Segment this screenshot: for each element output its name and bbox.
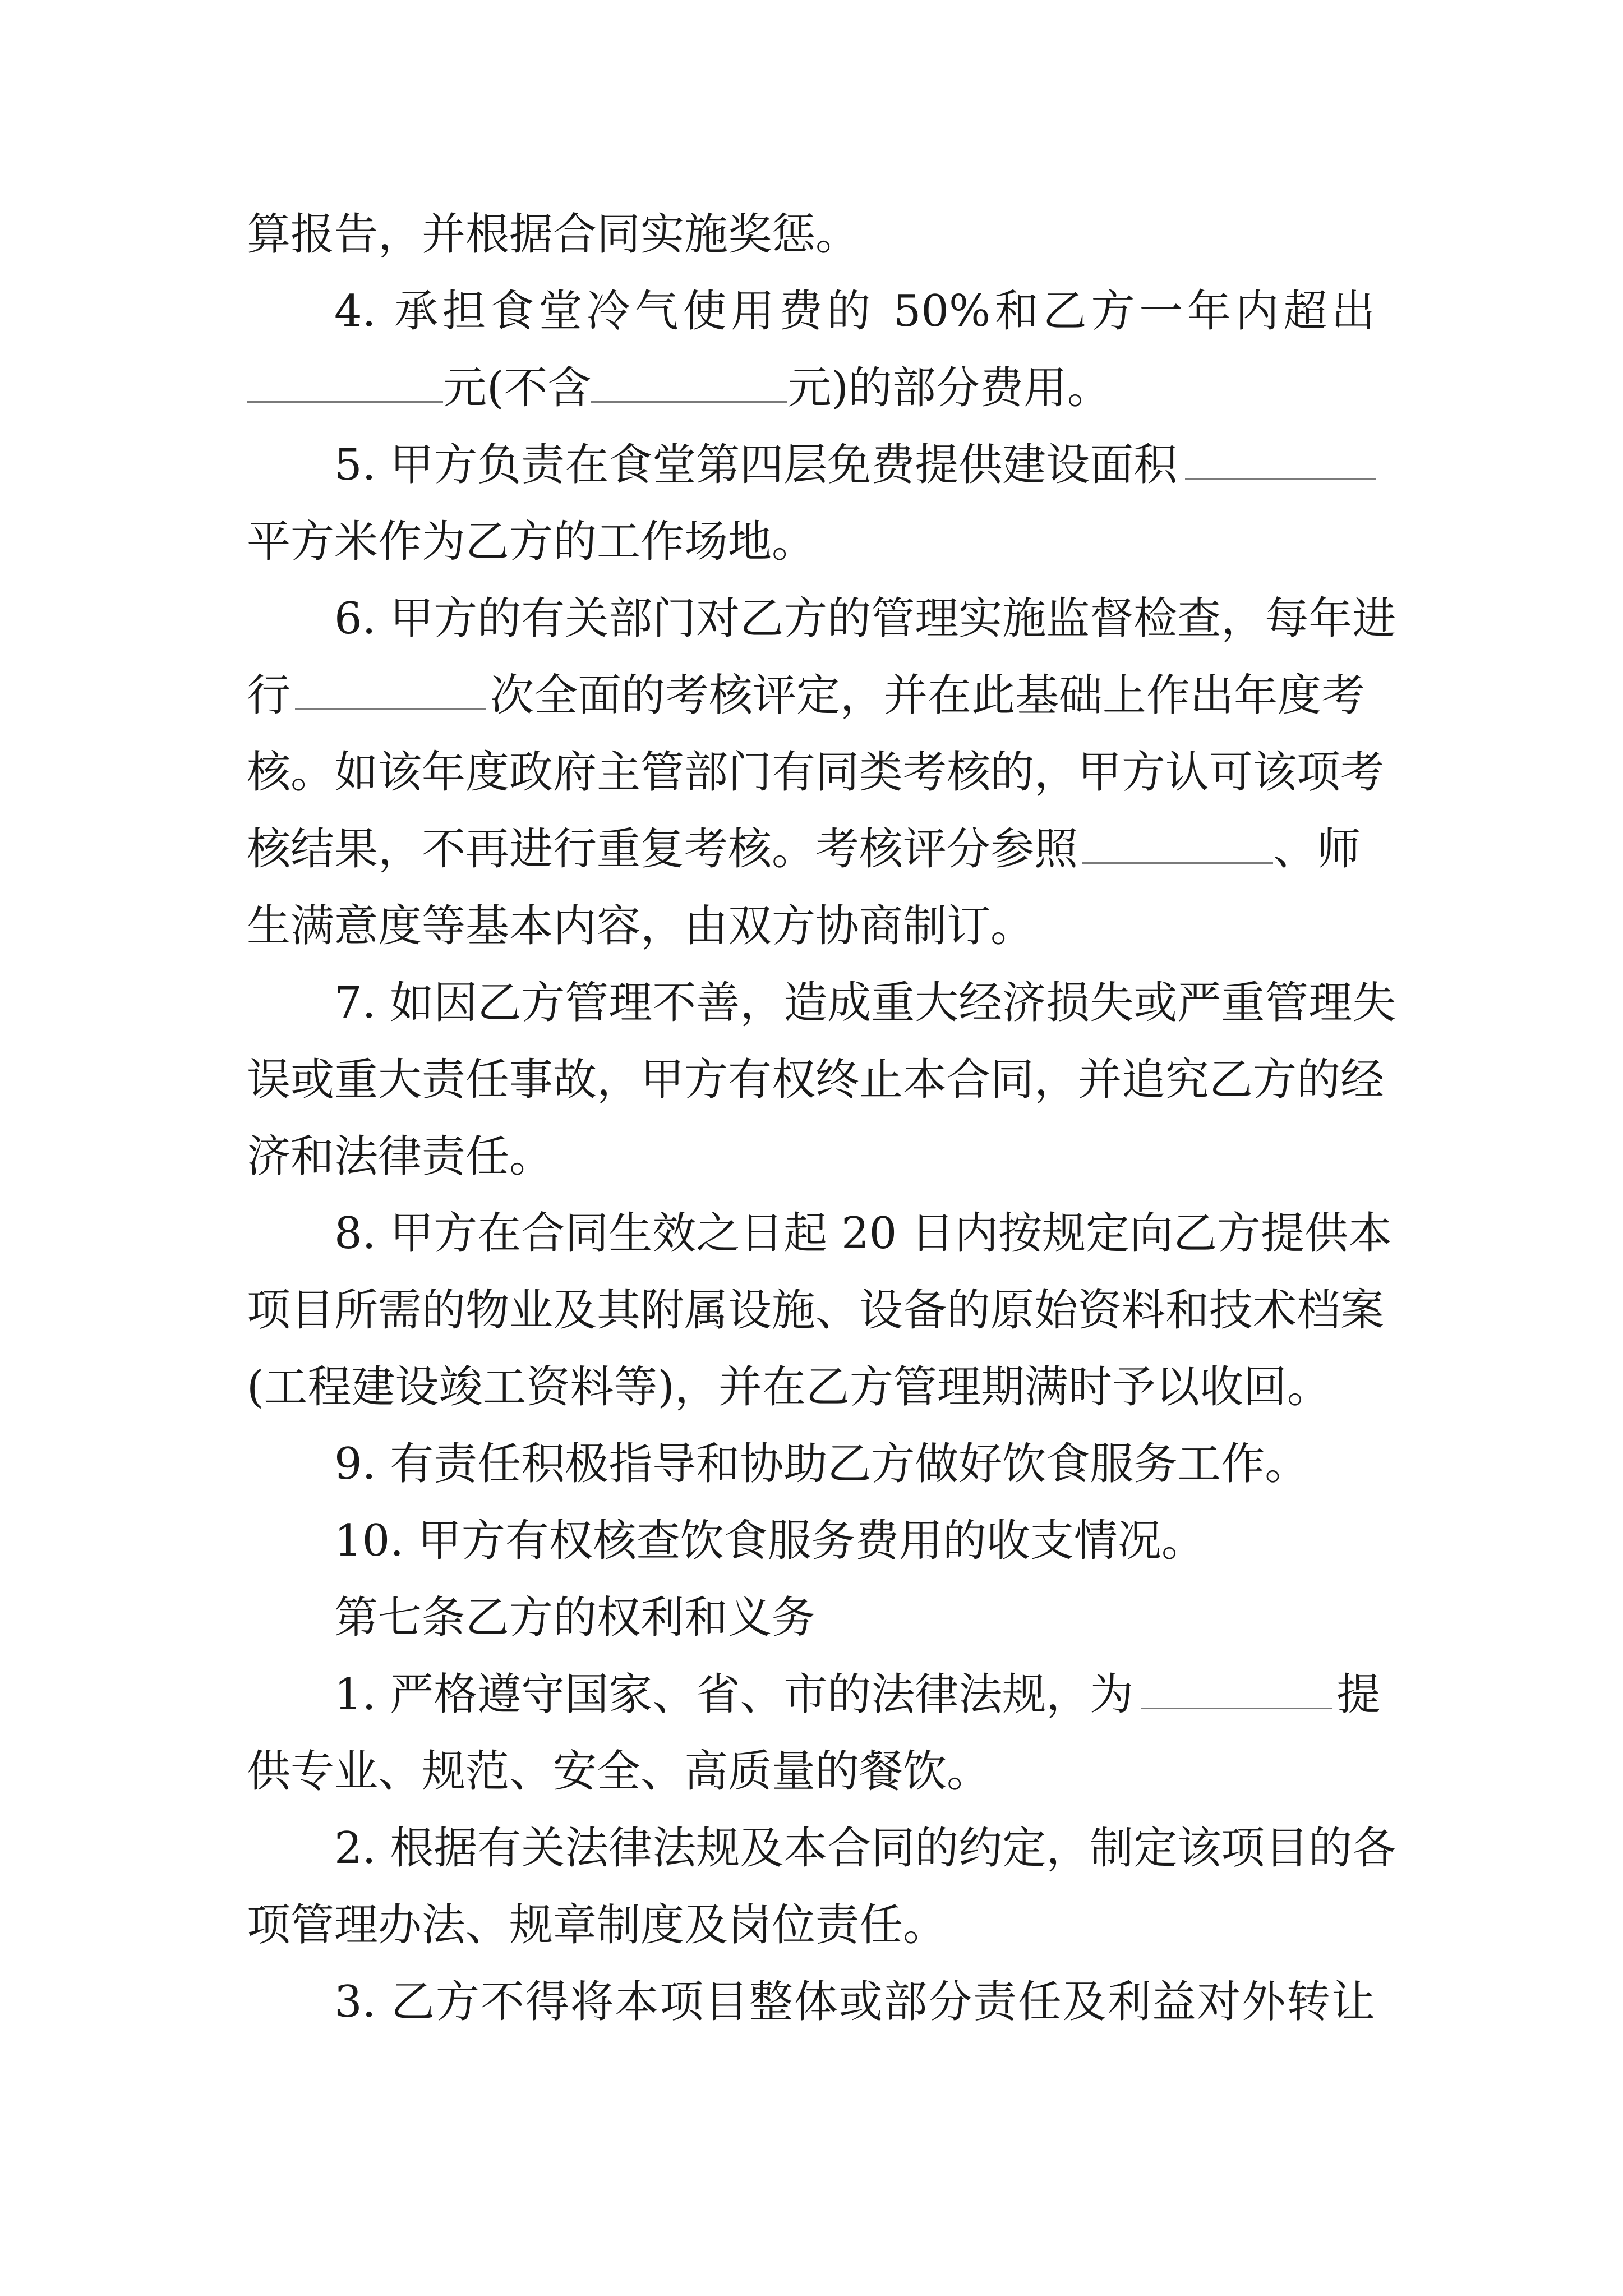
text-line: 误或重大责任事故，甲方有权终止本合同，并追究乙方的经 xyxy=(247,1055,1385,1105)
text-line: 7. 如因乙方管理不善，造成重大经济损失或严重管理失 xyxy=(334,978,1396,1028)
fill-in-blank xyxy=(1185,442,1376,480)
text-line: 项目所需的物业及其附属设施、设备的原始资料和技术档案 xyxy=(247,1285,1385,1336)
section-heading: 第七条乙方的权利和义务 xyxy=(334,1593,816,1643)
text-line: 生满意度等基本内容，由双方协商制订。 xyxy=(247,901,1035,951)
fill-in-blank xyxy=(1141,1672,1332,1709)
text-line: 行 次全面的考核评定，并在此基础上作出年度考 xyxy=(247,670,1366,721)
text-line: 4. 承担食堂冷气使用费的 50%和乙方一年内超出 xyxy=(334,286,1375,337)
fill-in-blank xyxy=(591,365,787,403)
text-line: (工程建设竣工资料等)，并在乙方管理期满时予以收回。 xyxy=(247,1362,1331,1412)
text-line: 3. 乙方不得将本项目整体或部分责任及利益对外转让 xyxy=(334,1977,1375,2027)
text-line: 2. 根据有关法律法规及本合同的约定，制定该项目的各 xyxy=(334,1823,1396,1874)
fill-in-blank xyxy=(295,673,486,710)
text-line: 5. 甲方负责在食堂第四层免费提供建设面积 xyxy=(247,427,1375,504)
text-line: 核。如该年度政府主管部门有同类考核的，甲方认可该项考 xyxy=(247,747,1385,798)
text-line: 算报告，并根据合同实施奖惩。 xyxy=(247,209,860,260)
document-page xyxy=(247,196,1396,2041)
text-line: 项管理办法、规章制度及岗位责任。 xyxy=(247,1900,947,1950)
text-line: 平方米作为乙方的工作场地。 xyxy=(247,517,816,567)
fill-in-blank xyxy=(247,365,443,403)
text-line: 1. 严格遵守国家、省、市的法律法规，为 提 xyxy=(334,1669,1381,1720)
text-line: 9. 有责任积极指导和协助乙方做好饮食服务工作。 xyxy=(334,1439,1309,1489)
text-line: 供专业、规范、安全、高质量的餐饮。 xyxy=(247,1746,991,1797)
text-line: 济和法律责任。 xyxy=(247,1131,554,1182)
fill-in-blank xyxy=(1082,826,1273,864)
text-line: 核结果，不再进行重复考核。考核评分参照 、师 xyxy=(247,824,1361,875)
text-line: 元(不含 元)的部分费用。 xyxy=(247,350,1375,427)
text-line: 10. 甲方有权核查饮食服务费用的收支情况。 xyxy=(334,1516,1205,1566)
text-line: 6. 甲方的有关部门对乙方的管理实施监督检查，每年进 xyxy=(334,593,1396,644)
text-line: 8. 甲方在合同生效之日起 20 日内按规定向乙方提供本 xyxy=(334,1208,1393,1259)
